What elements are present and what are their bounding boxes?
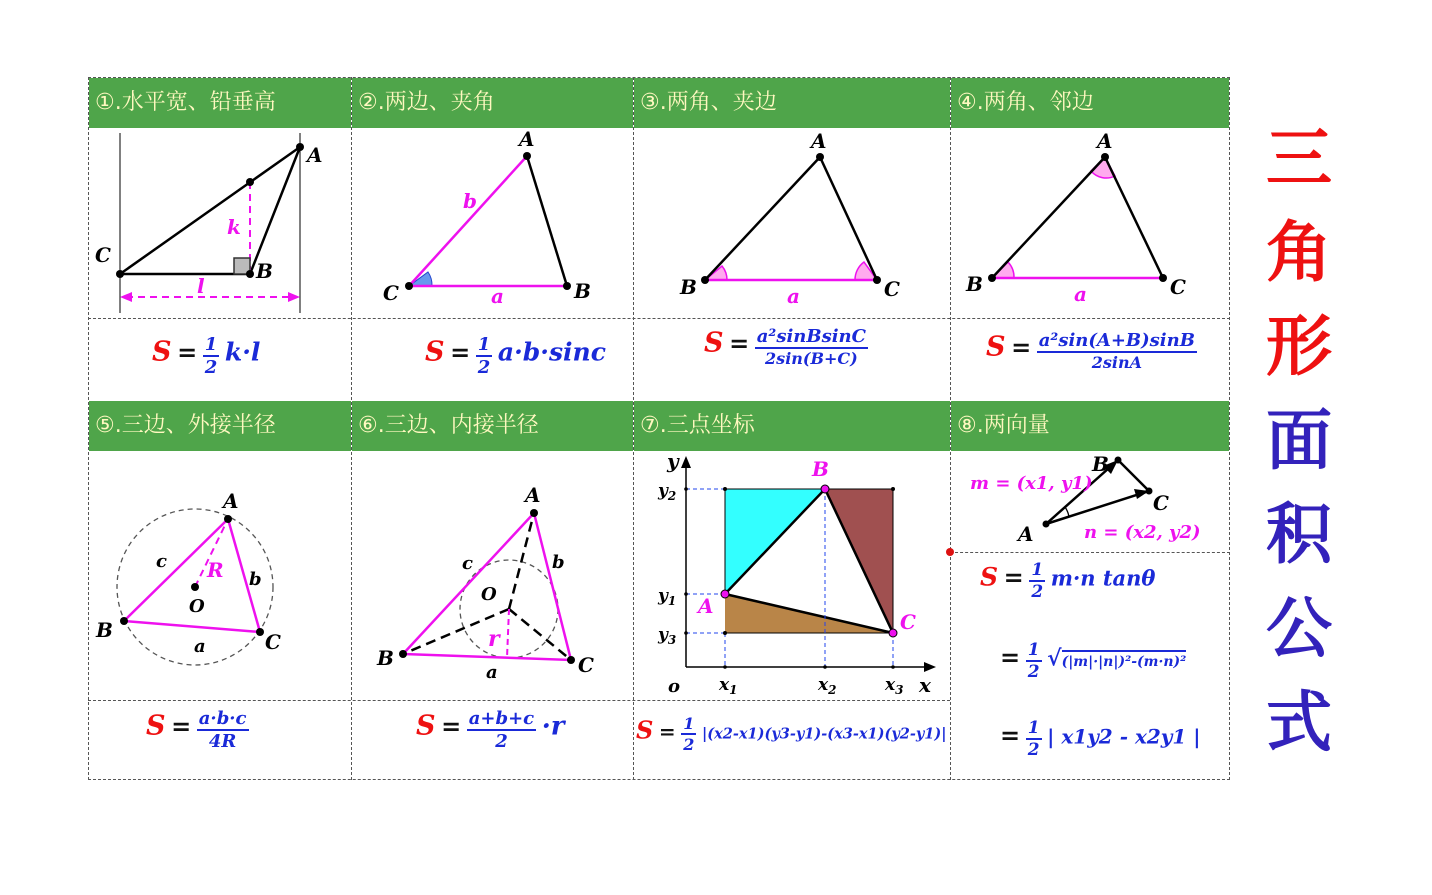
- title-char: 形: [1266, 308, 1332, 385]
- formula-8c: = $\frac{1}{2}$ | x1y2 - x2y1 |: [1000, 718, 1201, 760]
- label-b-vertex: B: [966, 272, 983, 296]
- label-a-vertex: A: [1018, 522, 1034, 546]
- diagram-inradius: [352, 452, 633, 700]
- title-char: 积: [1266, 496, 1332, 573]
- diagram-two-angles-adjacent: [951, 128, 1229, 318]
- header-1: ①.水平宽、铅垂高: [89, 78, 351, 128]
- diagram-two-sides-angle: [352, 128, 633, 318]
- formula-6: S = $\frac{a+b+c}{2}$ ·r: [416, 708, 565, 752]
- diagram-horizontal-width: [89, 128, 351, 318]
- label-c-vertex: C: [265, 630, 281, 654]
- axis-y-label: y: [667, 449, 679, 473]
- label-side-b: b: [463, 189, 477, 213]
- formula-4: S = $\frac{\text{a²sin(A+B)sinB}}{2\sin A}$: [986, 330, 1195, 372]
- label-k: k: [227, 215, 241, 239]
- diagram-circumradius: [89, 452, 351, 700]
- label-a-vertex: A: [525, 483, 541, 507]
- label-center-o: O: [189, 596, 205, 617]
- title-char: 三: [1266, 120, 1332, 197]
- header-4: ④.两角、邻边: [951, 78, 1229, 128]
- tick-y2: $y_2$: [658, 481, 677, 503]
- marker-dot: [946, 548, 954, 556]
- tick-y3: $y_3$: [658, 625, 677, 647]
- label-radius-r: R: [207, 558, 224, 582]
- formula-3: S = $\frac{\text{a²sinBsinC}}{2\sin(B+C)}$: [704, 326, 866, 368]
- label-a-vertex: A: [519, 127, 535, 151]
- tick-y1: $y_1$: [658, 586, 677, 608]
- header-3: ③.两角、夹边: [634, 78, 950, 128]
- header-7: ⑦.三点坐标: [634, 401, 950, 451]
- label-side-a: a: [787, 284, 800, 308]
- tick-x1: $x_1$: [719, 675, 738, 697]
- label-c-vertex: C: [1153, 491, 1169, 515]
- label-side-c: c: [462, 553, 473, 574]
- side-title: [1262, 112, 1336, 770]
- label-side-b: b: [249, 569, 262, 590]
- label-side-a: a: [486, 662, 498, 683]
- label-a-vertex: A: [307, 143, 323, 167]
- tick-x3: $x_3$: [885, 675, 904, 697]
- label-vector-n: n = (x2, y2): [1084, 522, 1201, 543]
- tick-x2: $x_2$: [818, 675, 837, 697]
- label-a-vertex: A: [811, 129, 827, 153]
- formula-8b: = $\frac{1}{2}$ √(|m|·|n|)²-(m·n)²: [1000, 640, 1187, 682]
- formula-2: S = $\frac{1}{2}$ a·b·sinc: [425, 334, 606, 378]
- label-b-vertex: B: [96, 618, 113, 642]
- grid-divider: [88, 318, 1230, 319]
- label-b-vertex: B: [377, 646, 394, 670]
- label-b-vertex: B: [1092, 452, 1109, 476]
- label-c-vertex: C: [578, 653, 594, 677]
- label-c-vertex: C: [95, 243, 111, 267]
- label-side-a: a: [491, 284, 504, 308]
- label-b-vertex: B: [574, 279, 591, 303]
- label-b-vertex: B: [680, 275, 697, 299]
- label-c-vertex: C: [1170, 275, 1186, 299]
- label-inradius-r: r: [488, 626, 500, 652]
- label-b-vertex: B: [812, 457, 829, 481]
- label-a-vertex: A: [223, 489, 239, 513]
- label-side-a: a: [194, 636, 206, 657]
- formula-7: S = $\frac{1}{2}$ |(x2-x1)(y3-y1)-(x3-x1)(y2-y1)|: [636, 714, 947, 754]
- label-l: l: [197, 274, 205, 298]
- label-vector-m: m = (x1, y1): [970, 473, 1093, 494]
- diagram-two-angles-side: [634, 128, 950, 318]
- axis-x-label: x: [919, 673, 931, 697]
- label-b-vertex: B: [256, 259, 273, 283]
- formula-1: S = $\frac{1}{2}$ k·l: [152, 334, 261, 378]
- origin-label: o: [668, 676, 681, 697]
- header-5: ⑤.三边、外接半径: [89, 401, 351, 451]
- label-c-vertex: C: [383, 281, 399, 305]
- label-a-vertex: A: [1097, 129, 1113, 153]
- diagram-three-coordinates: [634, 449, 950, 700]
- title-char: 面: [1266, 402, 1332, 479]
- formula-8a: S = $\frac{1}{2}$ m·n tanθ: [980, 560, 1156, 602]
- header-6: ⑥.三边、内接半径: [352, 401, 633, 451]
- label-c-vertex: C: [884, 277, 900, 301]
- header-8: ⑧.两向量: [951, 401, 1229, 451]
- diagram-two-vectors: [951, 452, 1229, 552]
- title-char: 式: [1266, 684, 1332, 761]
- label-side-c: c: [156, 551, 167, 572]
- title-char: 角: [1266, 214, 1332, 291]
- grid-divider: [88, 700, 950, 701]
- label-side-a: a: [1074, 282, 1087, 306]
- formula-5: S = $\frac{a\cdot b\cdot c}{4R}$: [146, 708, 247, 752]
- label-center-o: O: [481, 584, 497, 605]
- header-2: ②.两边、夹角: [352, 78, 633, 128]
- label-side-b: b: [552, 552, 565, 573]
- title-char: 公: [1266, 590, 1332, 667]
- grid-divider: [950, 552, 1230, 553]
- label-c-vertex: C: [900, 610, 916, 634]
- label-a-vertex: A: [698, 594, 714, 618]
